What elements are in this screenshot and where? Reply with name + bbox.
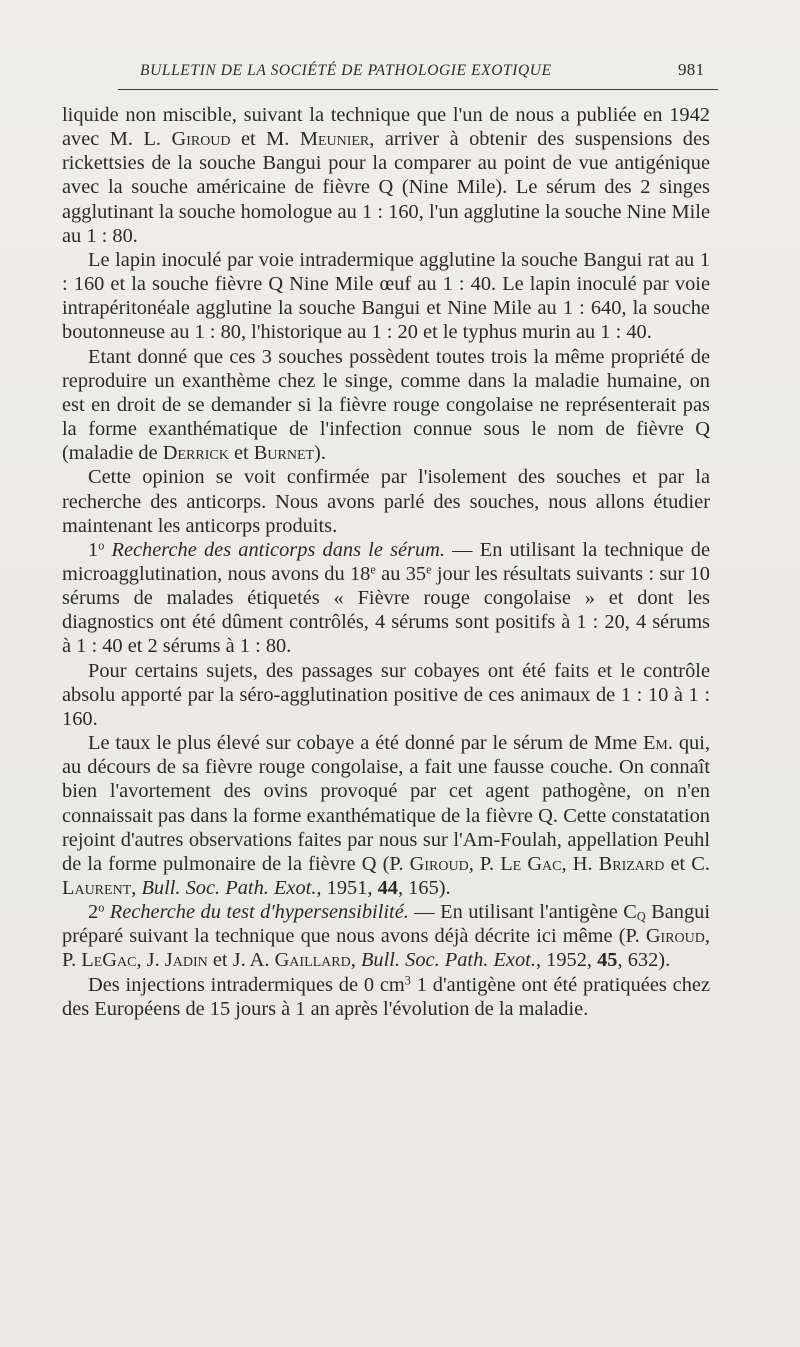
text-run: jour les résultats suivants : sur 10 sérums de malades étiquetés « Fièvre rouge congolaise » et dont les diagnostics ont été dûment contrôlés, 4 sérums sont positifs à 1 : 20, 4 sérums à 1 : 40 et 2 sérums à 1 : 80. (62, 562, 710, 658)
section-heading: Recherche du test d'hypersensibilité. (109, 901, 409, 924)
author-name: Le Gac (500, 852, 562, 875)
paragraph-1 (62, 103, 710, 248)
text-run: . qui, au décours de sa fièvre rouge congolaise, a fait une fausse couche. On connaît bien l'avortement des ovins provoqué par cet agent pathogène, on n'en connaissait pas dans la forme exanthématique de la fièvre Q. Cette constatation rejoint d'autres observations faites par nous sur l'Am-Foulah, appellation Peuhl de la forme pulmonaire de la fièvre Q (P. (62, 732, 710, 875)
paragraph-6: Pour certains sujets, des passages sur cobayes ont été faits et le contrôle absolu apporté par la séro-agglutination positive de ces animaux de 1 : 10 à 1 : 160. (62, 659, 710, 730)
page-number: 981 (678, 60, 705, 79)
paragraph-8 (62, 900, 710, 972)
section-heading: Recherche des anticorps dans le sérum. (111, 538, 446, 561)
author-name: Giroud (645, 925, 705, 948)
volume-number: 44 (377, 877, 398, 899)
text-run: , (350, 949, 361, 972)
author-name: Meunier (299, 128, 370, 151)
text-run: , 632). (617, 949, 671, 972)
author-name: Jadin (164, 949, 208, 972)
author-name: Derrick (162, 442, 229, 465)
text-run: , H. (561, 852, 599, 875)
subscript: Q (636, 909, 646, 924)
section-number: 1 (88, 538, 99, 561)
paragraph-4: Cette opinion se voit confirmée par l'isolement des souches et par la recherche des anticorps. Nous avons parlé des souches, nous allons étudier maintenant les anticorps produits. (62, 466, 710, 537)
author-name: Gaillard (274, 949, 351, 972)
degree-sign: o (98, 900, 105, 915)
text-run: et (228, 442, 254, 465)
text-run: Des injections intradermiques de 0 cm (88, 973, 405, 996)
text-run: ). (314, 442, 326, 465)
ordinal-suffix: e (370, 562, 376, 577)
patient-name: Em (642, 732, 668, 755)
paragraph-7 (62, 731, 710, 900)
text-run: au 35 (375, 562, 427, 585)
ordinal-suffix: e (426, 562, 432, 577)
paragraph-5 (62, 538, 710, 659)
header-rule (118, 89, 718, 90)
article-body (62, 103, 710, 1021)
author-name: Burnet (253, 442, 315, 465)
journal-title: Bull. Soc. Path. Exot. (360, 949, 536, 972)
text-run: , 1951, (316, 877, 378, 899)
text-run: , P. (62, 925, 710, 972)
text-run: , (131, 877, 142, 899)
text-run: , arriver à obtenir des suspensions des rickettsies de la souche Bangui pour la comparer au point de vue antigénique avec la souche américaine de fièvre Q (Nine Mile). Le sérum des 2 singes agglutinant la souche homologue au 1 : 160, l'un agglutine la souche Nine Mile au 1 : 80. (62, 128, 710, 247)
running-header-title: BULLETIN DE LA SOCIÉTÉ DE PATHOLOGIE EXOTIQUE (140, 62, 552, 79)
section-number: 2 (88, 901, 99, 924)
text-run: 1 d'antigène ont été pratiquées chez des Européens de 15 jours à 1 an après l'évolution de la maladie. (62, 973, 710, 1020)
superscript: 3 (404, 972, 411, 987)
author-name: Brizard (598, 852, 665, 875)
text-run: , J. (136, 949, 165, 972)
paragraph-3 (62, 345, 710, 466)
text-run: liquide non miscible, suivant la technique que l'un de nous a publiée en 1942 avec M. L. (62, 104, 710, 151)
degree-sign: o (98, 538, 105, 553)
text-run: et M. (230, 128, 300, 151)
text-run: — En utilisant la technique de microagglutination, nous avons du 18 (62, 538, 710, 585)
text-run: Le taux le plus élevé sur cobaye a été donné par le sérum de Mme (88, 732, 643, 755)
author-name: Giroud (409, 852, 469, 875)
text-run: — En utilisant l'antigène C (408, 901, 637, 924)
text-run: Bangui préparé suivant la technique que nous avons déjà décrite ici même (P. (62, 901, 710, 948)
journal-title: Bull. Soc. Path. Exot. (141, 877, 317, 899)
text-run: Etant donné que ces 3 souches possèdent toutes trois la même propriété de reproduire un exanthème chez le singe, comme dans la maladie humaine, on est en droit de se demander si la fièvre rouge congolaise ne représenterait pas la forme exanthématique de l'infection connue sous le nom de fièvre Q (maladie de (62, 345, 710, 465)
text-run: et C. (664, 852, 710, 875)
volume-number: 45 (597, 949, 618, 972)
paragraph-2: Le lapin inoculé par voie intradermique agglutine la souche Bangui rat au 1 : 160 et la souche fièvre Q Nine Mile œuf au 1 : 40. Le lapin inoculé par voie intrapéritonéale agglutine la souche Bangui et Nine Mile au 1 : 640, la souche boutonneuse au 1 : 80, l'historique au 1 : 20 et le typhus murin au 1 : 40. (62, 248, 710, 344)
author-name: LeGac (81, 949, 137, 972)
text-run: et J. A. (207, 949, 275, 972)
text-run: , P. (468, 852, 501, 875)
paragraph-9 (62, 973, 710, 1021)
author-name: Giroud (171, 128, 231, 151)
text-run: , 165). (397, 877, 451, 899)
author-name: Laurent (62, 877, 132, 899)
text-run: , 1952, (535, 949, 598, 972)
